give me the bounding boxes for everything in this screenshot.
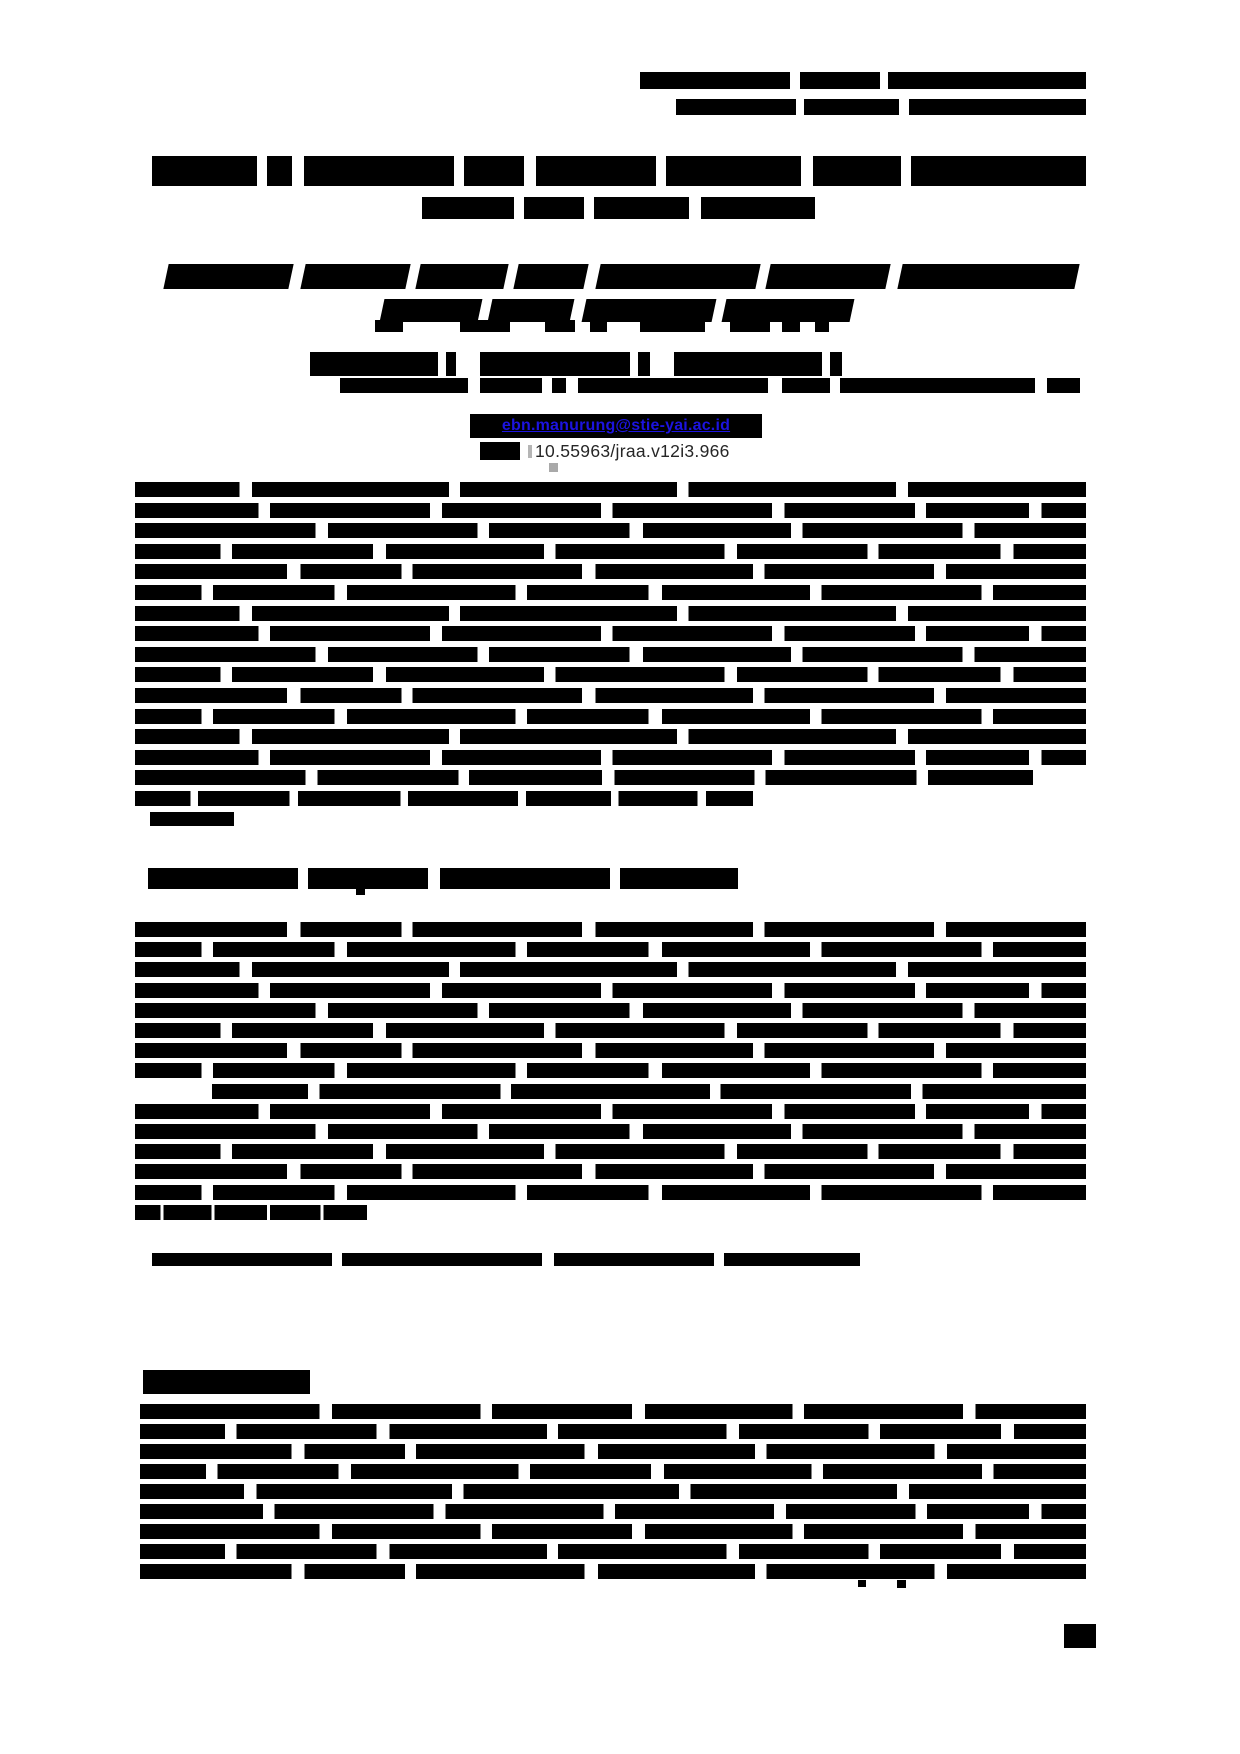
section-heading-2-bar [152,1253,860,1266]
abstract-paragraph-line-13 [135,729,1086,744]
abstract-paragraph-line-11 [135,688,1086,703]
journal-header-line-1-space [880,72,888,89]
abstract-paragraph-line-3 [135,523,1086,538]
author-superscripts-word [640,320,705,332]
article-title-line-2-space [514,197,524,219]
authors-line-word [310,352,438,376]
section-heading-1-bar-space [298,868,308,889]
body-paragraph-1-line-9 [212,1084,1086,1099]
body-paragraph-1-line-1 [135,922,1086,937]
authors-line-word [638,352,650,376]
article-subtitle-line-1 [166,264,1077,289]
article-title-line-1-space [901,156,911,186]
author-superscripts-space [403,320,460,332]
body-paragraph-2-line-8 [140,1544,1086,1559]
abstract-paragraph-line-9 [135,647,1086,662]
article-title-line-1-word [666,156,801,186]
article-subtitle-line-1-word [765,264,890,289]
abstract-paragraph-line-1 [135,482,1086,497]
body-paragraph-2-line-5 [140,1484,1086,1499]
email-highlight-box [470,414,762,438]
body-paragraph-1-line-2 [135,942,1086,957]
body-paragraph-1-line-13 [135,1164,1086,1179]
journal-header-line-2-word [909,99,1086,115]
section-heading-2-bar-word [342,1253,542,1266]
doi-value: 10.55963/jraa.v12i3.966 [535,440,730,461]
author-superscripts-word [375,320,403,332]
article-title-line-1-space [801,156,813,186]
author-superscripts-space [800,320,815,332]
section-heading-1-bar-word [440,868,610,889]
body-paragraph-2-line-2 [140,1424,1086,1439]
body-paragraph-1-line-6 [135,1023,1086,1038]
abstract-paragraph-line-5 [135,564,1086,579]
journal-header-line-2-word [804,99,899,115]
affiliation-line-space [468,378,480,393]
affiliation-line-space [830,378,840,393]
section-heading-1-bar-word [148,868,298,889]
affiliation-line-word [1047,378,1080,393]
article-title-line-2-word [422,197,514,219]
abstract-paragraph-line-15 [135,770,1033,785]
author-superscripts-space [575,320,590,332]
body-paragraph-1-line-8 [135,1063,1086,1078]
article-title-line-1-word [152,156,257,186]
article-title-line-1-word [813,156,901,186]
article-title-line-1-word [304,156,454,186]
section-heading-2-bar-space [714,1253,724,1266]
body-paragraph-2-line-7 [140,1524,1086,1539]
abstract-paragraph-line-7 [135,606,1086,621]
article-subtitle-line-1-word [513,264,588,289]
journal-header-line-2-space [796,99,804,115]
article-title-line-2-word [594,197,689,219]
article-title-line-1-space [656,156,666,186]
affiliation-line [340,378,1080,393]
authors-line-word [674,352,822,376]
author-superscripts-space [770,320,782,332]
article-title-line-1-word [464,156,524,186]
section-heading-1-bar-word [620,868,738,889]
affiliation-line-word [480,378,542,393]
section-heading-1-bar [148,868,738,889]
author-superscripts [375,320,829,332]
author-email-link[interactable]: ebn.manurung@stie-yai.ac.id [501,417,731,434]
abstract-paragraph-line-14 [135,750,1086,765]
affiliation-line-word [578,378,768,393]
paragraph-2-descender-b [897,1580,906,1588]
article-subtitle-line-2-word [488,299,575,322]
body-paragraph-2-line-3 [140,1444,1086,1459]
affiliation-line-space [1035,378,1047,393]
body-paragraph-1-line-4 [135,983,1086,998]
author-superscripts-word [730,320,770,332]
article-subtitle-line-1-word [897,264,1079,289]
journal-header-line-2-word [676,99,796,115]
article-title-line-1-word [536,156,656,186]
author-superscripts-space [510,320,545,332]
authors-line-space [438,352,446,376]
abstract-paragraph-line-8 [135,626,1086,641]
doi-separator [528,445,532,458]
article-subtitle-line-2-word [380,299,483,322]
page-number-block [1064,1624,1096,1648]
authors-line-space [822,352,830,376]
article-title-line-2-space [584,197,594,219]
body-paragraph-2-line-1 [140,1404,1086,1419]
article-subtitle-line-1-word [163,264,293,289]
article-title-line-2-word [701,197,815,219]
journal-header-line-2-space [899,99,909,115]
article-title-line-1 [152,156,1086,186]
section-heading-2-bar-space [332,1253,342,1266]
paragraph-2-descender-a [858,1580,866,1587]
abstract-paragraph-line-16 [135,791,753,806]
abstract-paragraph-line-2 [135,503,1086,518]
journal-header-line-1-word [800,72,880,89]
article-subtitle-line-1-word [595,264,760,289]
body-paragraph-1-line-7 [135,1043,1086,1058]
journal-header-line-1-word [640,72,790,89]
section-heading-2-bar-word [152,1253,332,1266]
body-paragraph-1-line-15 [135,1205,367,1220]
abstract-paragraph-line-12 [135,709,1086,724]
authors-line [310,352,900,376]
article-title-line-1-word [911,156,1086,186]
abstract-paragraph-line-17 [150,812,234,826]
section-heading-1-bar-word [308,868,428,889]
article-title-line-1-space [292,156,304,186]
body-paragraph-1-line-14 [135,1185,1086,1200]
authors-line-space [630,352,638,376]
abstract-paragraph-line-4 [135,544,1086,559]
affiliation-line-space [542,378,552,393]
article-title-line-1-space [257,156,267,186]
article-subtitle-line-2-word [582,299,717,322]
keywords-label-bar-word [143,1370,310,1394]
body-paragraph-2-line-4 [140,1464,1086,1479]
author-superscripts-space [607,320,640,332]
authors-line-word [830,352,842,376]
body-paragraph-2-line-9 [140,1564,1086,1579]
abstract-paragraph-line-10 [135,667,1086,682]
article-subtitle-line-1-word [415,264,508,289]
authors-line-space [650,352,674,376]
journal-header-line-1 [640,72,1086,89]
section-heading-2-bar-word [724,1253,860,1266]
body-paragraph-1-line-12 [135,1144,1086,1159]
journal-header-line-1-word [888,72,1086,89]
article-title-line-2 [422,197,815,219]
body-paragraph-1-line-10 [135,1104,1086,1119]
article-title-line-1-word [267,156,292,186]
body-paragraph-1-line-3 [135,962,1086,977]
authors-line-space [842,352,900,376]
affiliation-line-word [840,378,1035,393]
author-superscripts-word [782,320,800,332]
authors-line-word [480,352,630,376]
section-heading-1-bar-space [428,868,440,889]
doi-label-redacted [480,442,520,460]
author-superscripts-word [545,320,575,332]
affiliation-line-word [552,378,566,393]
doi-line [480,441,730,461]
journal-header-line-2 [676,99,1086,115]
section-heading-2-bar-word [554,1253,714,1266]
article-subtitle-line-2-word [722,299,855,322]
doi-gray-mark [549,463,558,472]
journal-header-line-1-space [790,72,800,89]
heading-1-comma-descender [356,886,365,895]
keywords-label-bar [143,1370,310,1394]
authors-line-space [456,352,480,376]
article-title-line-2-space [689,197,701,219]
article-subtitle-line-1-word [300,264,410,289]
affiliation-line-word [340,378,468,393]
abstract-paragraph-line-6 [135,585,1086,600]
article-subtitle-line-2 [382,299,852,322]
body-paragraph-2-line-6 [140,1504,1086,1519]
section-heading-1-bar-space [610,868,620,889]
author-superscripts-word [815,320,829,332]
affiliation-line-space [566,378,578,393]
author-superscripts-word [460,320,510,332]
section-heading-2-bar-space [542,1253,554,1266]
article-title-line-2-word [524,197,584,219]
author-superscripts-space [705,320,730,332]
article-title-line-1-space [524,156,536,186]
author-superscripts-word [590,320,607,332]
body-paragraph-1-line-5 [135,1003,1086,1018]
affiliation-line-space [768,378,782,393]
affiliation-line-word [782,378,830,393]
authors-line-word [446,352,456,376]
article-title-line-1-space [454,156,464,186]
body-paragraph-1-line-11 [135,1124,1086,1139]
